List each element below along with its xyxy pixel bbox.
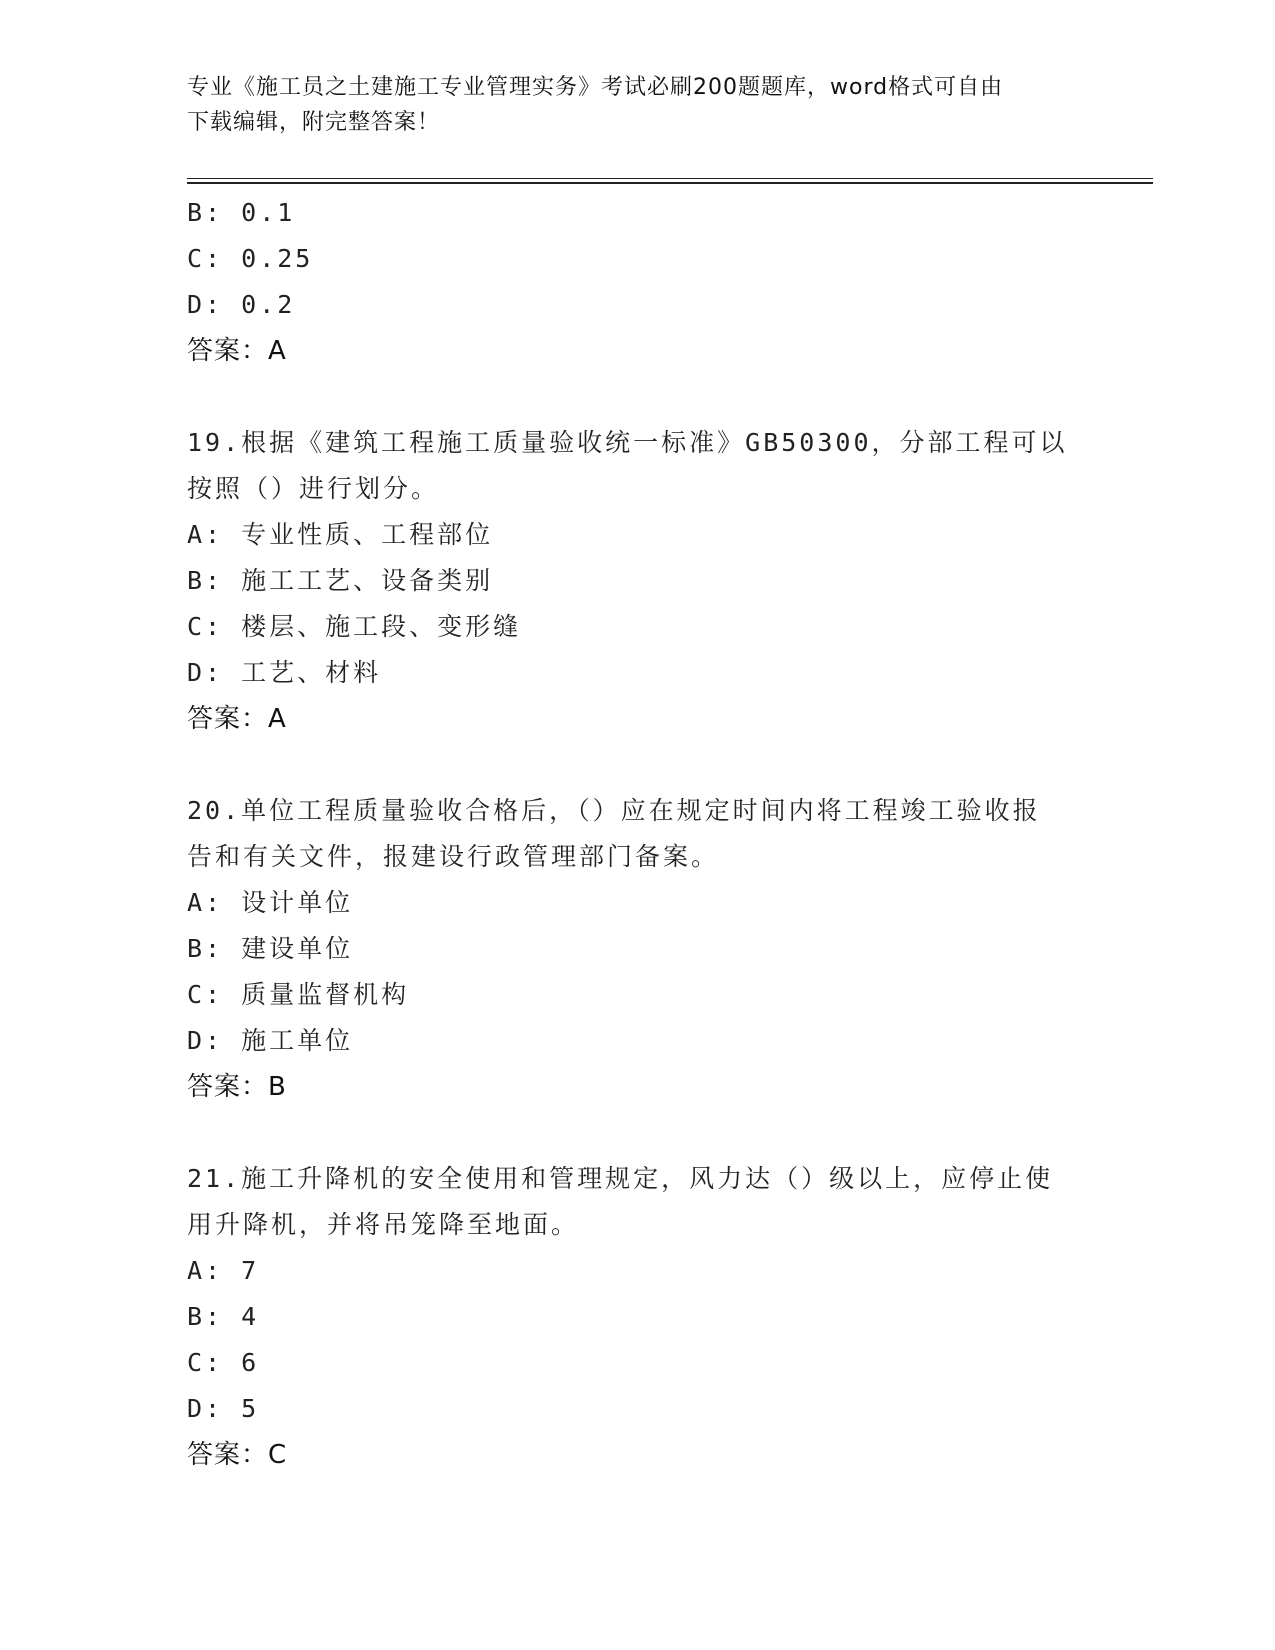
option-c: C: 0.25 <box>187 244 314 273</box>
option-c: C: 质量监督机构 <box>187 980 410 1009</box>
answer: 答案：B <box>187 1072 287 1102</box>
question-stem-line-2: 按照（）进行划分。 <box>187 474 440 503</box>
header-line-2: 下载编辑，附完整答案！ <box>187 110 441 135</box>
question-stem-line-2: 告和有关文件，报建设行政管理部门备案。 <box>187 842 720 871</box>
question-stem-line-1: 21.施工升降机的安全使用和管理规定，风力达（）级以上，应停止使 <box>187 1164 1054 1193</box>
question-19 <box>187 420 1087 742</box>
option-b: B: 0.1 <box>187 198 296 227</box>
question-stem-line-2: 用升降机，并将吊笼降至地面。 <box>187 1210 580 1239</box>
option-a: A: 专业性质、工程部位 <box>187 520 494 549</box>
answer: 答案：C <box>187 1440 288 1470</box>
option-d: D: 5 <box>187 1394 260 1423</box>
header-line-1: 专业《施工员之土建施工专业管理实务》考试必刷200题题库，word格式可自由 <box>187 75 1004 100</box>
question-stem-line-1: 19.根据《建筑工程施工质量验收统一标准》GB50300，分部工程可以 <box>187 428 1068 457</box>
option-a: A: 7 <box>187 1256 260 1285</box>
header-divider-thick <box>187 182 1153 184</box>
option-b: B: 施工工艺、设备类别 <box>187 566 494 595</box>
question-21 <box>187 1156 1087 1478</box>
option-d: D: 施工单位 <box>187 1026 354 1055</box>
answer: 答案：A <box>187 704 287 734</box>
option-a: A: 设计单位 <box>187 888 354 917</box>
option-d: D: 0.2 <box>187 290 296 319</box>
previous-question-tail <box>187 190 1087 374</box>
document-header <box>187 70 1087 140</box>
answer: 答案：A <box>187 336 287 366</box>
spacer <box>187 1110 1087 1156</box>
option-b: B: 建设单位 <box>187 934 354 963</box>
option-c: C: 楼层、施工段、变形缝 <box>187 612 522 641</box>
spacer <box>187 374 1087 420</box>
question-stem-line-1: 20.单位工程质量验收合格后，（）应在规定时间内将工程竣工验收报 <box>187 796 1041 825</box>
question-20 <box>187 788 1087 1110</box>
spacer <box>187 742 1087 788</box>
header-divider-thin <box>187 178 1153 179</box>
option-d: D: 工艺、材料 <box>187 658 382 687</box>
option-b: B: 4 <box>187 1302 260 1331</box>
option-c: C: 6 <box>187 1348 260 1377</box>
question-list <box>187 190 1087 1478</box>
